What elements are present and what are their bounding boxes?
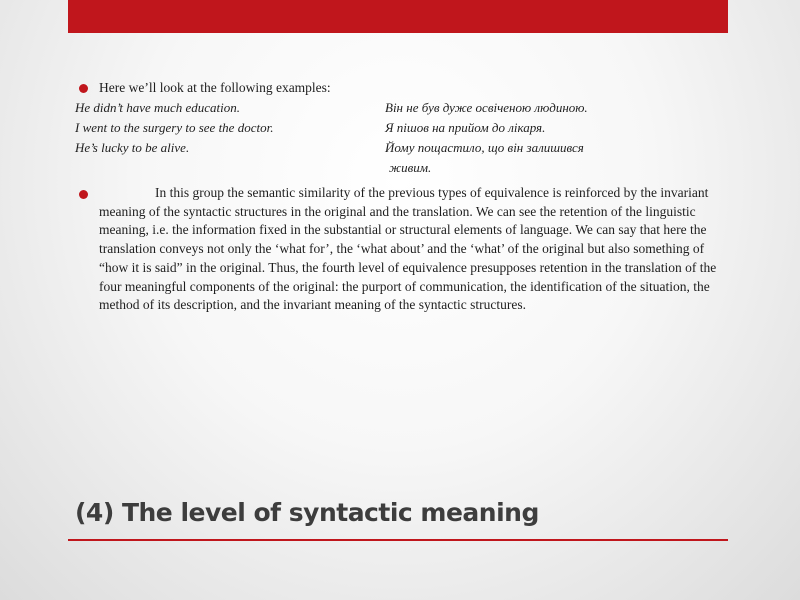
paragraph-text: In this group the semantic similarity of the previous types of equivalence is reinforced by the invariant meaning of the syntactic structures in the original and the translation. We can see the retention of the linguistic meaning, i.e. the information fixed in the substantial or structural elements of language. We can say that here the translation conveys not only the ‘what for’, the ‘what about’ and the ‘what’ of the original but also something of “how it is said” in the original. Thus, the fourth level of equivalence presupposes retention in the translation of the four meaningful components of the original: the purport of communication, the identification of the situation, the method of its description, and the invariant meaning of the syntactic structures. (99, 185, 717, 313)
example-ukrainian (385, 138, 720, 178)
intro-bullet (75, 78, 720, 98)
top-accent-bar (68, 0, 728, 33)
example-row (75, 118, 720, 138)
slide-title: (4) The level of syntactic meaning (75, 498, 539, 527)
example-ukrainian-line2: живим. (389, 160, 432, 175)
bullet-icon (79, 84, 88, 93)
example-ukrainian-line1: Йому пощастило, що він залишився (385, 140, 584, 155)
example-ukrainian: Він не був дуже освіченою людиною. (385, 100, 588, 115)
example-row (75, 98, 720, 118)
intro-text: Here we’ll look at the following examples: (99, 80, 331, 95)
title-underline (68, 539, 728, 541)
slide-body (75, 78, 720, 315)
example-english: I went to the surgery to see the doctor. (75, 120, 274, 135)
example-row (75, 138, 720, 178)
bullet-icon (79, 190, 88, 199)
paragraph-bullet (75, 184, 720, 315)
example-english: He’s lucky to be alive. (75, 140, 190, 155)
example-ukrainian: Я пішов на прийом до лікаря. (385, 120, 546, 135)
example-english: He didn’t have much education. (75, 100, 240, 115)
